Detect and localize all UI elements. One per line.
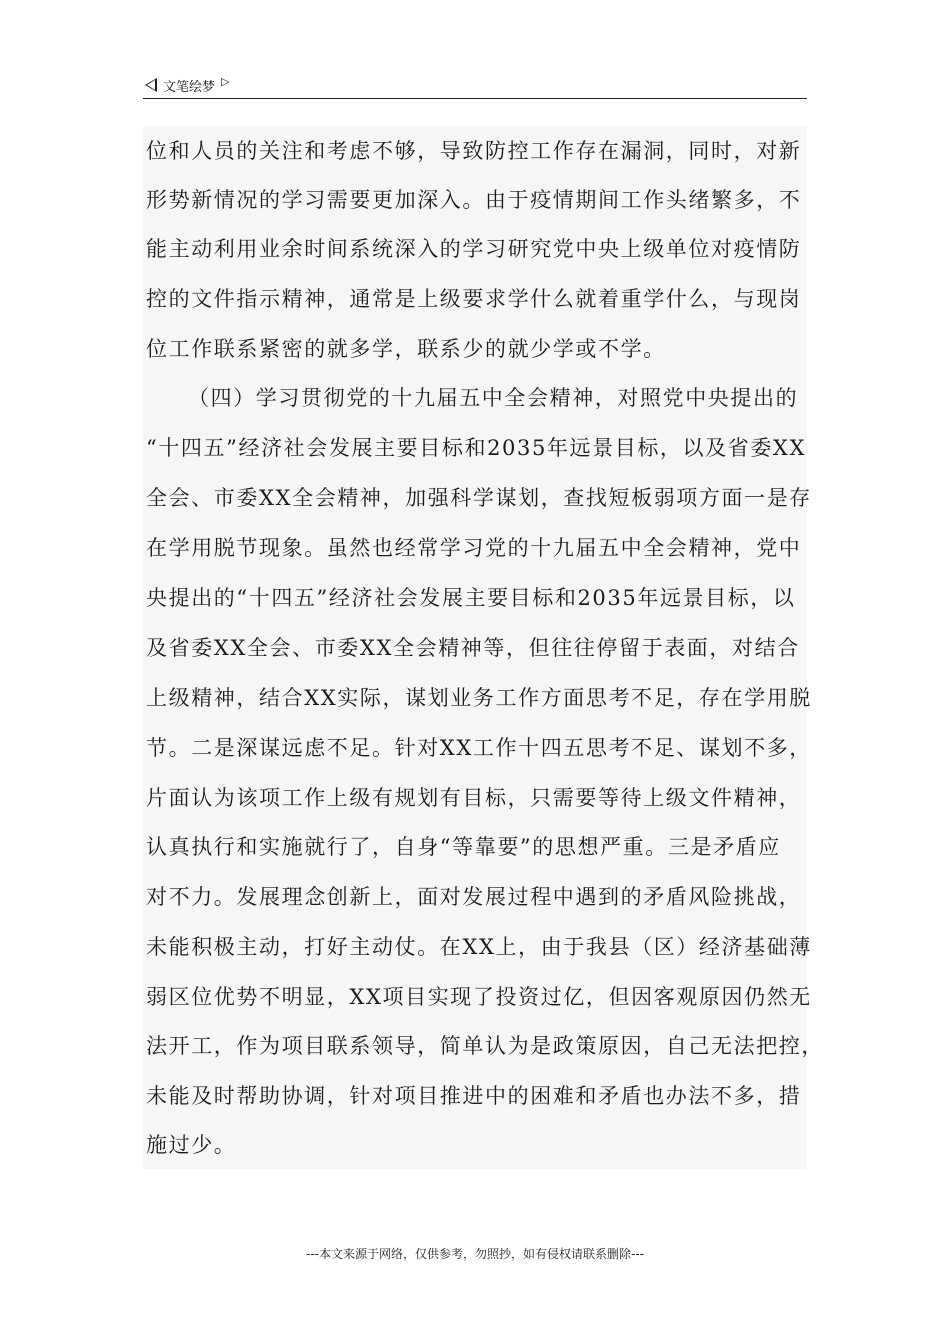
- section-heading-line: （四）学习贯彻党的十九届五中全会精神，对照党中央提出的: [188, 386, 799, 410]
- text-line: 位和人员的关注和考虑不够，导致防控工作存在漏洞，同时，对新: [146, 139, 802, 163]
- document-body: [143, 126, 824, 1169]
- text-line: 未能积极主动，打好主动仗。在XX上，由于我县（区）经济基础薄: [146, 935, 812, 959]
- text-line: 节。二是深谋远虑不足。针对XX工作十四五思考不足、谋划不多，: [146, 736, 812, 760]
- text-line: 能主动利用业余时间系统深入的学习研究党中央上级单位对疫情防: [146, 237, 802, 261]
- text-line: 法开工，作为项目联系领导，简单认为是政策原因，自己无法把控，: [146, 1034, 824, 1058]
- triangle-left-icon: [145, 78, 157, 92]
- triangle-right-icon: ▷: [221, 74, 230, 88]
- text-line: 未能及时帮助协调，针对项目推进中的困难和矛盾也办法不多，措: [146, 1084, 802, 1108]
- text-line: 控的文件指示精神，通常是上级要求学什么就着重学什么，与现岗: [146, 287, 802, 311]
- text-line: 位工作联系紧密的就多学，联系少的就少学或不学。: [146, 337, 666, 361]
- text-line: 形势新情况的学习需要更加深入。由于疫情期间工作头绪繁多，不: [146, 188, 802, 212]
- page-header: [143, 72, 807, 99]
- text-line: 对不力。发展理念创新上，面对发展过程中遇到的矛盾风险挑战，: [146, 885, 802, 909]
- text-line: 及省委XX全会、市委XX全会精神等，但往往停留于表面，对结合: [146, 636, 800, 660]
- footer-disclaimer: ---本文来源于网络，仅供参考，勿照抄，如有侵权请联系删除---: [306, 1247, 644, 1261]
- text-line: 认真执行和实施就行了，自身“等靠要”的思想严重。三是矛盾应: [146, 835, 781, 859]
- text-line: 施过少。: [146, 1133, 237, 1157]
- text-line: 片面认为该项工作上级有规划有目标，只需要等待上级文件精神，: [146, 786, 802, 810]
- text-line: 全会、市委XX全会精神，加强科学谋划，查找短板弱项方面一是存: [146, 486, 812, 510]
- text-line: 央提出的“十四五”经济社会发展主要目标和2035年远景目标，以: [146, 586, 796, 610]
- text-line: 上级精神，结合XX实际，谋划业务工作方面思考不足，存在学用脱: [146, 686, 812, 710]
- header-brand: 文笔绘梦: [163, 79, 216, 95]
- text-line: 在学用脱节现象。虽然也经常学习党的十九届五中全会精神，党中: [146, 536, 802, 560]
- text-line: “十四五”经济社会发展主要目标和2035年远景目标，以及省委XX: [146, 436, 807, 460]
- text-line: 弱区位优势不明显，XX项目实现了投资过亿，但因客观原因仍然无: [146, 985, 812, 1009]
